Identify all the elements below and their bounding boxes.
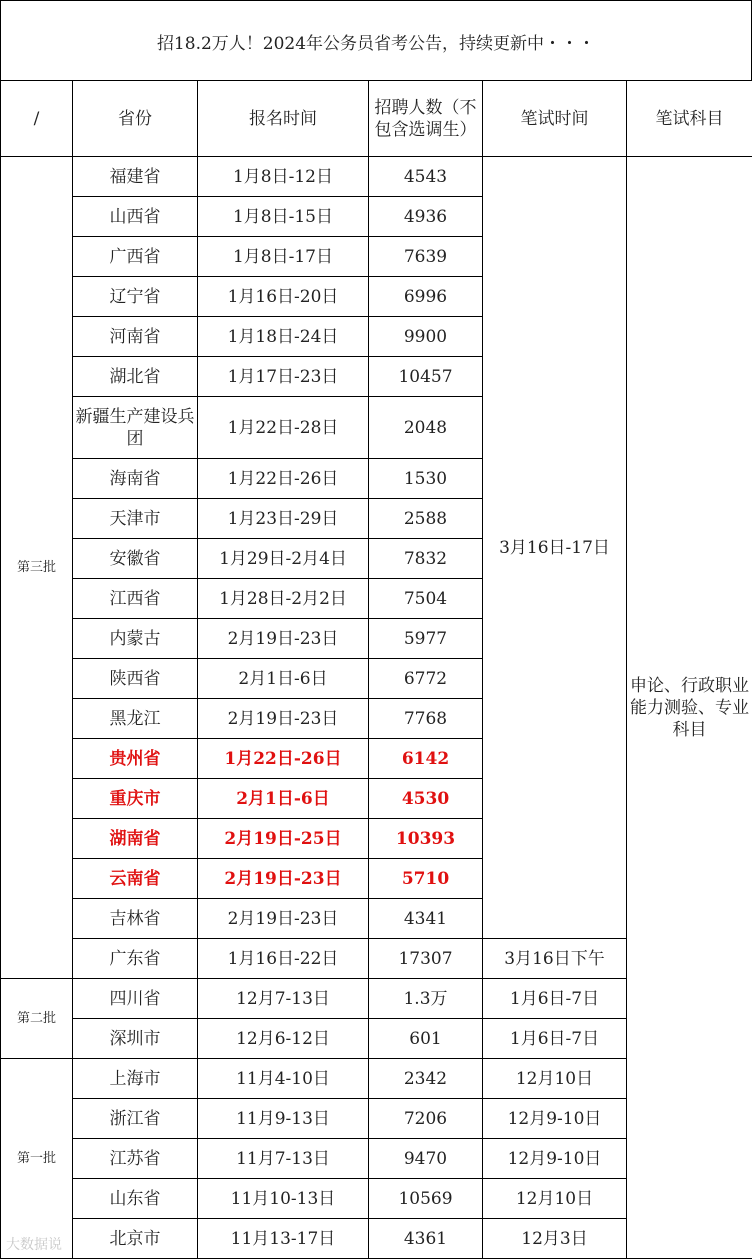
cell-exam-subjects: 申论、行政职业能力测验、专业科目 bbox=[627, 157, 752, 1259]
cell-count: 4543 bbox=[369, 157, 483, 197]
cell-count: 7504 bbox=[369, 579, 483, 619]
cell-signup: 2月19日-23日 bbox=[198, 859, 369, 899]
cell-count: 1.3万 bbox=[369, 979, 483, 1019]
cell-exam: 12月10日 bbox=[483, 1179, 627, 1219]
cell-signup: 11月13-17日 bbox=[198, 1219, 369, 1259]
header-province: 省份 bbox=[73, 81, 198, 157]
table-row bbox=[1, 157, 752, 197]
cell-signup: 1月23日-29日 bbox=[198, 499, 369, 539]
cell-exam: 12月3日 bbox=[483, 1219, 627, 1259]
cell-signup: 12月6-12日 bbox=[198, 1019, 369, 1059]
batch-label: 第二批 bbox=[1, 979, 73, 1059]
header-exam-time: 笔试时间 bbox=[483, 81, 627, 157]
cell-signup: 11月10-13日 bbox=[198, 1179, 369, 1219]
cell-province: 黑龙江 bbox=[73, 699, 198, 739]
cell-signup: 1月22日-26日 bbox=[198, 739, 369, 779]
cell-signup: 1月8日-12日 bbox=[198, 157, 369, 197]
cell-province: 深圳市 bbox=[73, 1019, 198, 1059]
cell-count: 4530 bbox=[369, 779, 483, 819]
cell-signup: 12月7-13日 bbox=[198, 979, 369, 1019]
cell-count: 7832 bbox=[369, 539, 483, 579]
page-title: 招18.2万人！2024年公务员省考公告，持续更新中・・・ bbox=[0, 0, 752, 81]
cell-signup: 1月28日-2月2日 bbox=[198, 579, 369, 619]
cell-province: 云南省 bbox=[73, 859, 198, 899]
cell-province: 陕西省 bbox=[73, 659, 198, 699]
cell-signup: 1月16日-22日 bbox=[198, 939, 369, 979]
cell-signup: 11月4-10日 bbox=[198, 1059, 369, 1099]
cell-province: 安徽省 bbox=[73, 539, 198, 579]
cell-exam: 12月9-10日 bbox=[483, 1099, 627, 1139]
cell-signup: 2月1日-6日 bbox=[198, 779, 369, 819]
cell-province: 天津市 bbox=[73, 499, 198, 539]
cell-signup: 1月29日-2月4日 bbox=[198, 539, 369, 579]
cell-province: 湖北省 bbox=[73, 357, 198, 397]
cell-count: 6772 bbox=[369, 659, 483, 699]
cell-province: 广东省 bbox=[73, 939, 198, 979]
cell-province: 河南省 bbox=[73, 317, 198, 357]
cell-signup: 1月18日-24日 bbox=[198, 317, 369, 357]
cell-count: 5710 bbox=[369, 859, 483, 899]
cell-exam: 12月9-10日 bbox=[483, 1139, 627, 1179]
cell-count: 601 bbox=[369, 1019, 483, 1059]
cell-province: 山东省 bbox=[73, 1179, 198, 1219]
cell-exam: 12月10日 bbox=[483, 1059, 627, 1099]
cell-signup: 1月22日-28日 bbox=[198, 397, 369, 459]
header-exam-subject: 笔试科目 bbox=[627, 81, 752, 157]
cell-signup: 2月19日-23日 bbox=[198, 899, 369, 939]
cell-count: 2048 bbox=[369, 397, 483, 459]
cell-count: 6996 bbox=[369, 277, 483, 317]
cell-signup: 2月19日-25日 bbox=[198, 819, 369, 859]
cell-signup: 1月17日-23日 bbox=[198, 357, 369, 397]
exam-schedule-table bbox=[0, 80, 752, 1259]
cell-signup: 1月16日-20日 bbox=[198, 277, 369, 317]
cell-province: 辽宁省 bbox=[73, 277, 198, 317]
cell-count: 10569 bbox=[369, 1179, 483, 1219]
cell-count: 10457 bbox=[369, 357, 483, 397]
cell-exam-time-group: 3月16日-17日 bbox=[483, 157, 627, 939]
header-batch: / bbox=[1, 81, 73, 157]
header-signup-time: 报名时间 bbox=[198, 81, 369, 157]
cell-province: 江苏省 bbox=[73, 1139, 198, 1179]
cell-count: 4361 bbox=[369, 1219, 483, 1259]
watermark bbox=[6, 1234, 62, 1254]
cell-province: 重庆市 bbox=[73, 779, 198, 819]
cell-count: 6142 bbox=[369, 739, 483, 779]
batch-label: 第三批 bbox=[1, 157, 73, 979]
batch-label: 第一批 bbox=[1, 1059, 73, 1259]
cell-count: 1530 bbox=[369, 459, 483, 499]
cell-province: 山西省 bbox=[73, 197, 198, 237]
cell-count: 9900 bbox=[369, 317, 483, 357]
cell-province: 内蒙古 bbox=[73, 619, 198, 659]
cell-count: 2342 bbox=[369, 1059, 483, 1099]
cell-province: 吉林省 bbox=[73, 899, 198, 939]
cell-signup: 1月8日-17日 bbox=[198, 237, 369, 277]
cell-count: 9470 bbox=[369, 1139, 483, 1179]
cell-province: 北京市 bbox=[73, 1219, 198, 1259]
cell-province: 广西省 bbox=[73, 237, 198, 277]
cell-signup: 2月19日-23日 bbox=[198, 699, 369, 739]
cell-province: 上海市 bbox=[73, 1059, 198, 1099]
watermark-text: 大数据说 bbox=[6, 1237, 62, 1253]
cell-count: 2588 bbox=[369, 499, 483, 539]
cell-province: 四川省 bbox=[73, 979, 198, 1019]
cell-signup: 2月19日-23日 bbox=[198, 619, 369, 659]
cell-exam: 3月16日下午 bbox=[483, 939, 627, 979]
cell-count: 4341 bbox=[369, 899, 483, 939]
cell-count: 7639 bbox=[369, 237, 483, 277]
cell-province: 贵州省 bbox=[73, 739, 198, 779]
cell-exam: 1月6日-7日 bbox=[483, 979, 627, 1019]
cell-province: 新疆生产建设兵团 bbox=[73, 397, 198, 459]
header-recruit-count: 招聘人数（不包含选调生） bbox=[369, 81, 483, 157]
cell-signup: 1月8日-15日 bbox=[198, 197, 369, 237]
cell-signup: 2月1日-6日 bbox=[198, 659, 369, 699]
cell-count: 17307 bbox=[369, 939, 483, 979]
cell-signup: 11月9-13日 bbox=[198, 1099, 369, 1139]
cell-signup: 1月22日-26日 bbox=[198, 459, 369, 499]
cell-exam: 1月6日-7日 bbox=[483, 1019, 627, 1059]
cell-signup: 11月7-13日 bbox=[198, 1139, 369, 1179]
cell-province: 湖南省 bbox=[73, 819, 198, 859]
cell-count: 7206 bbox=[369, 1099, 483, 1139]
cell-province: 福建省 bbox=[73, 157, 198, 197]
cell-count: 10393 bbox=[369, 819, 483, 859]
cell-province: 浙江省 bbox=[73, 1099, 198, 1139]
header-row bbox=[1, 81, 752, 157]
cell-province: 江西省 bbox=[73, 579, 198, 619]
cell-province: 海南省 bbox=[73, 459, 198, 499]
cell-count: 5977 bbox=[369, 619, 483, 659]
cell-count: 4936 bbox=[369, 197, 483, 237]
cell-count: 7768 bbox=[369, 699, 483, 739]
